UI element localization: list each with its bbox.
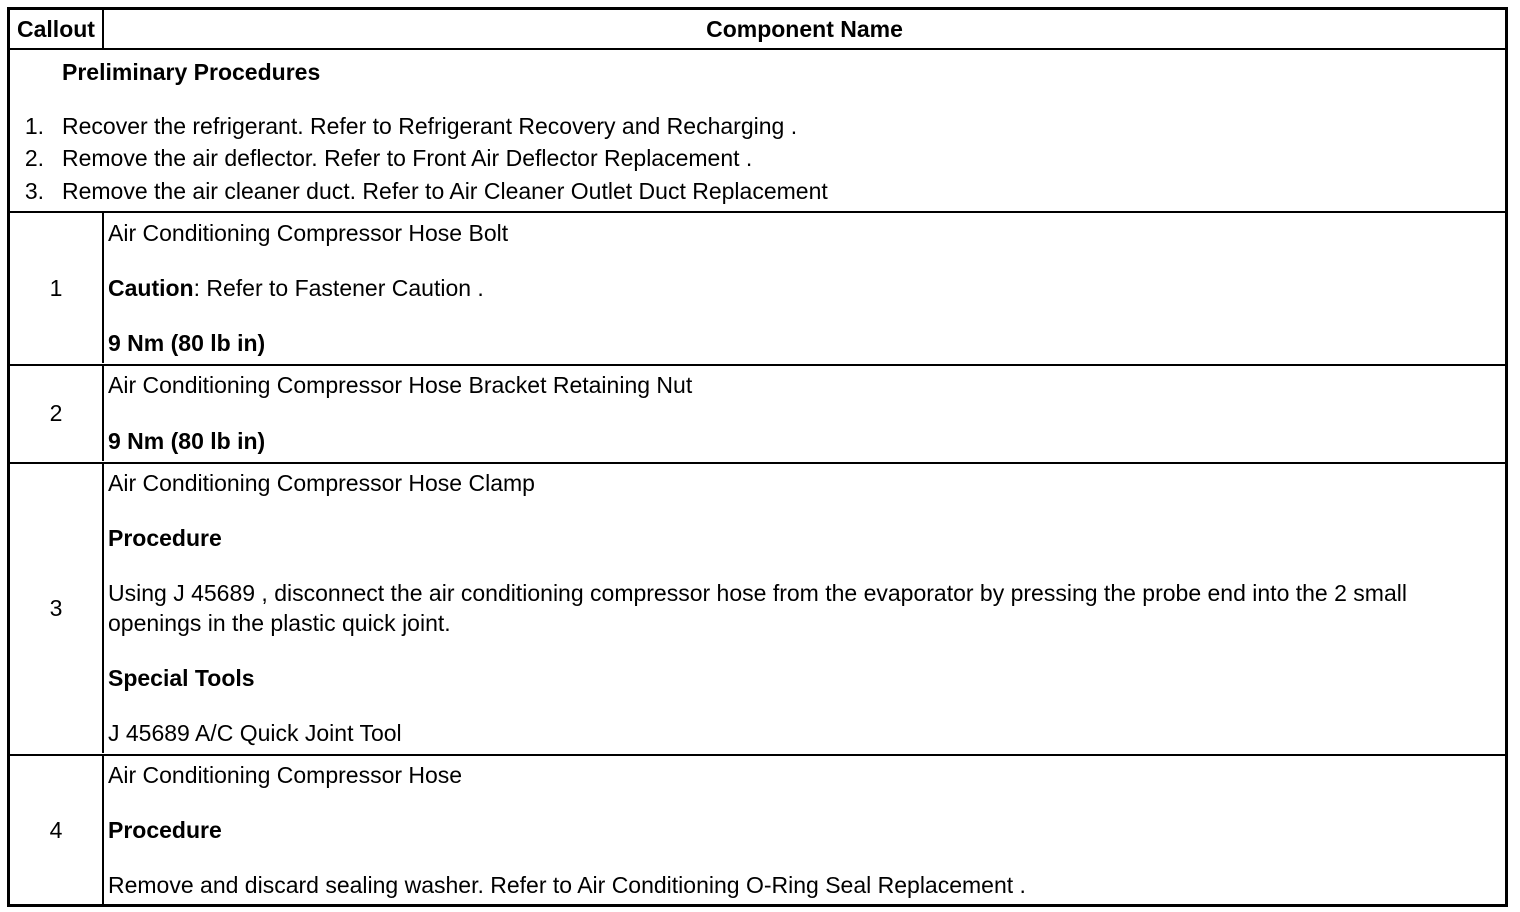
caution-text: : Refer to Fastener Caution . [193,275,484,301]
row-3-content [108,464,1465,753]
step-text: Recover the refrigerant. Refer to Refrigerant Recovery and Recharging . [62,113,798,139]
step-number: 2. [24,145,44,171]
row-divider [102,366,104,461]
header-divider [102,10,104,48]
preliminary-step-2 [10,144,752,172]
header-component-name: Component Name [706,15,903,42]
preliminary-step-1 [10,112,797,140]
special-tools-label: Special Tools [108,665,255,691]
step-text: Remove the air deflector. Refer to Front Air Deflector Replacement . [62,145,753,171]
row-1-content [108,213,1465,363]
procedure-text: Using J 45689 , disconnect the air conditioning compressor hose from the evaporator by pressing the probe end into the 2 small openings in the plastic quick joint. [108,580,1407,636]
row-divider [102,464,104,753]
callout-1: 1 [49,274,63,301]
procedure-label: Procedure [108,525,222,551]
caution-label: Caution [108,275,194,301]
torque-spec: 9 Nm (80 lb in) [108,330,266,356]
step-number: 1. [24,113,44,139]
row-2-content [108,366,1465,461]
row-divider [102,213,104,363]
step-number: 3. [24,178,44,204]
row-divider [102,756,104,904]
torque-spec: 9 Nm (80 lb in) [108,428,266,454]
caution-line [108,274,484,302]
procedure-label: Procedure [108,817,222,843]
preliminary-section [10,50,1505,210]
special-tools-text: J 45689 A/C Quick Joint Tool [108,720,402,746]
callout-4: 4 [49,816,63,843]
component-name: Air Conditioning Compressor Hose Bracket Retaining Nut [108,372,693,398]
preliminary-title: Preliminary Procedures [62,59,321,85]
component-table [7,7,1508,907]
step-text: Remove the air cleaner duct. Refer to Air Cleaner Outlet Duct Replacement [62,178,828,204]
component-name: Air Conditioning Compressor Hose Bolt [108,220,509,246]
procedure-text: Remove and discard sealing washer. Refer to Air Conditioning O-Ring Seal Replacement . [108,872,1026,898]
callout-2: 2 [49,400,63,426]
component-name: Air Conditioning Compressor Hose Clamp [108,470,535,496]
preliminary-step-3 [10,177,828,205]
component-name: Air Conditioning Compressor Hose [108,762,463,788]
callout-3: 3 [49,595,63,621]
row-4-content [108,756,1465,904]
header-callout: Callout [17,15,95,42]
